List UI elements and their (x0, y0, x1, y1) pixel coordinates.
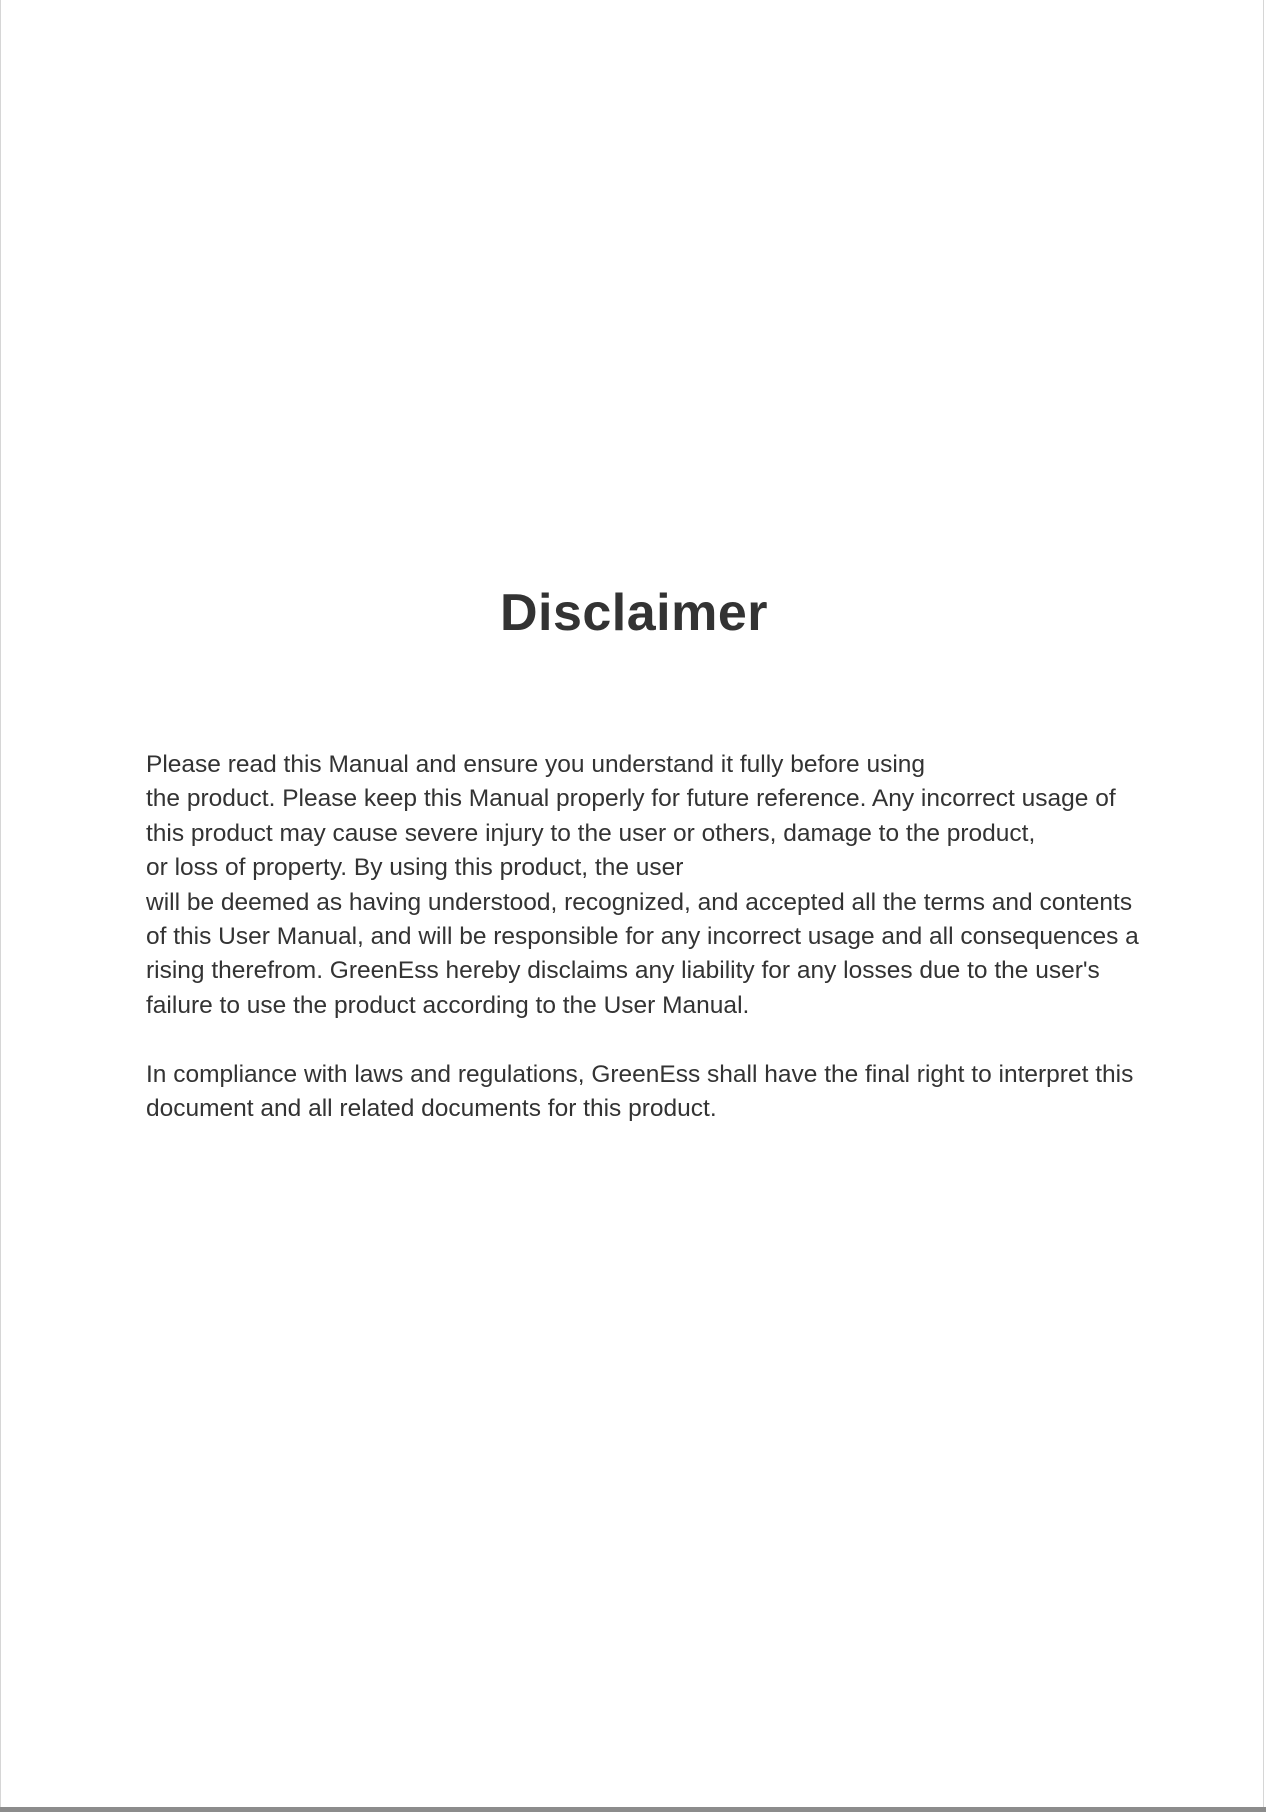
text-line: rising therefrom. GreenEss hereby disclaims any liability for any losses due to the user's (146, 957, 1100, 985)
text-line: or loss of property. By using this product, the user (146, 854, 684, 882)
disclaimer-body (146, 748, 1146, 1161)
page-title: Disclaimer (499, 584, 769, 642)
text-line: Please read this Manual and ensure you understand it fully before using (146, 751, 926, 778)
text-line: of this User Manual, and will be responsible for any incorrect usage and all consequences a (146, 923, 1139, 951)
page-bottom-rule (0, 1807, 1266, 1812)
disclaimer-paragraph-2 (146, 1058, 1146, 1127)
disclaimer-paragraph-1 (146, 748, 1146, 1023)
text-line: failure to use the product according to the User Manual. (146, 991, 750, 1019)
text-line: document and all related documents for this product. (146, 1095, 717, 1123)
text-line: will be deemed as having understood, recognized, and accepted all the terms and contents (146, 888, 1133, 916)
text-line: the product. Please keep this Manual properly for future reference. Any incorrect usage of (146, 785, 1116, 813)
text-line: this product may cause severe injury to the user or others, damage to the product, (146, 819, 1036, 847)
text-line: In compliance with laws and regulations, GreenEss shall have the final right to interpret this (146, 1060, 1134, 1088)
